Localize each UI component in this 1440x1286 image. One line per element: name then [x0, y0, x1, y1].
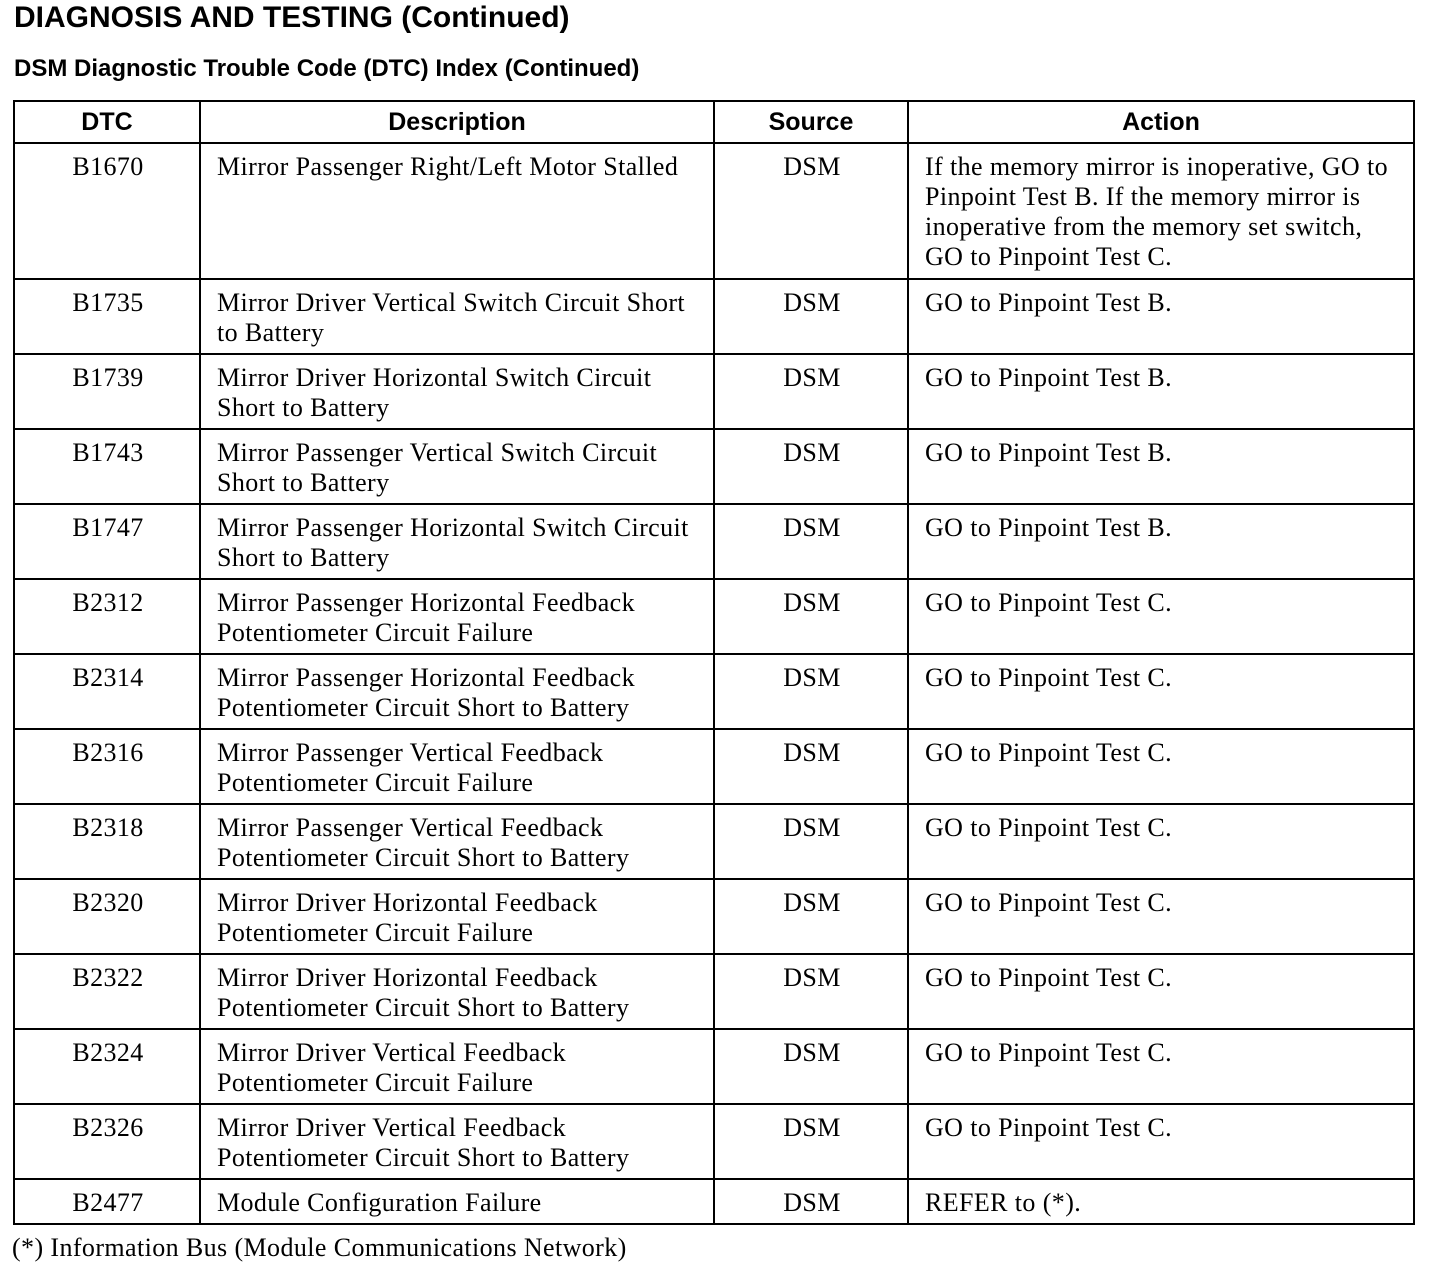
dtc-action: GO to Pinpoint Test B. — [908, 279, 1414, 354]
dtc-source: DSM — [714, 143, 908, 279]
table-row — [14, 954, 1414, 1029]
dtc-description: Mirror Driver Horizontal Feedback Potentiometer Circuit Failure — [200, 879, 714, 954]
dtc-action: GO to Pinpoint Test C. — [908, 954, 1414, 1029]
dtc-description: Mirror Passenger Vertical Feedback Potentiometer Circuit Short to Battery — [200, 804, 714, 879]
table-row — [14, 354, 1414, 429]
dtc-source: DSM — [714, 879, 908, 954]
dtc-action: GO to Pinpoint Test C. — [908, 729, 1414, 804]
dtc-code: B2318 — [14, 804, 200, 879]
dtc-description: Mirror Driver Vertical Feedback Potentiometer Circuit Failure — [200, 1029, 714, 1104]
dtc-description: Mirror Passenger Vertical Feedback Potentiometer Circuit Failure — [200, 729, 714, 804]
column-header-source: Source — [714, 101, 908, 143]
dtc-code: B2316 — [14, 729, 200, 804]
dtc-description: Mirror Passenger Horizontal Feedback Potentiometer Circuit Short to Battery — [200, 654, 714, 729]
dtc-action: GO to Pinpoint Test C. — [908, 879, 1414, 954]
table-row — [14, 879, 1414, 954]
dtc-code: B2322 — [14, 954, 200, 1029]
dtc-description: Mirror Passenger Right/Left Motor Stalled — [200, 143, 714, 279]
table-row — [14, 729, 1414, 804]
dtc-code: B1735 — [14, 279, 200, 354]
dtc-source: DSM — [714, 504, 908, 579]
dtc-description: Mirror Driver Vertical Feedback Potentiometer Circuit Short to Battery — [200, 1104, 714, 1179]
column-header-action: Action — [908, 101, 1414, 143]
dtc-code: B2320 — [14, 879, 200, 954]
dtc-description: Mirror Driver Vertical Switch Circuit Short to Battery — [200, 279, 714, 354]
dtc-description: Mirror Passenger Horizontal Feedback Potentiometer Circuit Failure — [200, 579, 714, 654]
dtc-source: DSM — [714, 1104, 908, 1179]
dtc-code: B1747 — [14, 504, 200, 579]
table-row — [14, 504, 1414, 579]
dtc-description: Mirror Passenger Horizontal Switch Circuit Short to Battery — [200, 504, 714, 579]
column-header-dtc: DTC — [14, 101, 200, 143]
dtc-action: GO to Pinpoint Test B. — [908, 354, 1414, 429]
column-header-description: Description — [200, 101, 714, 143]
dtc-source: DSM — [714, 579, 908, 654]
dtc-action: GO to Pinpoint Test C. — [908, 804, 1414, 879]
dtc-source: DSM — [714, 1029, 908, 1104]
dtc-code: B1670 — [14, 143, 200, 279]
dtc-index-table — [13, 100, 1415, 1225]
dtc-action: GO to Pinpoint Test B. — [908, 504, 1414, 579]
table-row — [14, 654, 1414, 729]
dtc-code: B2324 — [14, 1029, 200, 1104]
dtc-description: Mirror Driver Horizontal Switch Circuit Short to Battery — [200, 354, 714, 429]
dtc-source: DSM — [714, 654, 908, 729]
dtc-description: Module Configuration Failure — [200, 1179, 714, 1224]
dtc-action: GO to Pinpoint Test C. — [908, 1104, 1414, 1179]
dtc-source: DSM — [714, 954, 908, 1029]
table-row — [14, 143, 1414, 279]
table-header-row — [14, 101, 1414, 143]
dtc-action: GO to Pinpoint Test C. — [908, 654, 1414, 729]
section-title: DSM Diagnostic Trouble Code (DTC) Index (Continued) — [14, 55, 640, 82]
table-row — [14, 279, 1414, 354]
dtc-code: B1743 — [14, 429, 200, 504]
table-row — [14, 429, 1414, 504]
dtc-code: B2326 — [14, 1104, 200, 1179]
table-row — [14, 1179, 1414, 1224]
dtc-source: DSM — [714, 729, 908, 804]
dtc-code: B1739 — [14, 354, 200, 429]
dtc-description: Mirror Passenger Vertical Switch Circuit Short to Battery — [200, 429, 714, 504]
dtc-code: B2477 — [14, 1179, 200, 1224]
dtc-action: If the memory mirror is inoperative, GO to Pinpoint Test B. If the memory mirror is inoperative from the memory set switch, GO to Pinpoint Test C. — [908, 143, 1414, 279]
dtc-action: GO to Pinpoint Test B. — [908, 429, 1414, 504]
dtc-source: DSM — [714, 1179, 908, 1224]
table-row — [14, 579, 1414, 654]
dtc-source: DSM — [714, 279, 908, 354]
table-row — [14, 804, 1414, 879]
dtc-source: DSM — [714, 804, 908, 879]
footnote: (*) Information Bus (Module Communications Network) — [12, 1233, 627, 1262]
table-row — [14, 1029, 1414, 1104]
dtc-action: REFER to (*). — [908, 1179, 1414, 1224]
dtc-action: GO to Pinpoint Test C. — [908, 1029, 1414, 1104]
dtc-source: DSM — [714, 429, 908, 504]
dtc-action: GO to Pinpoint Test C. — [908, 579, 1414, 654]
table-row — [14, 1104, 1414, 1179]
dtc-code: B2314 — [14, 654, 200, 729]
dtc-source: DSM — [714, 354, 908, 429]
dtc-description: Mirror Driver Horizontal Feedback Potentiometer Circuit Short to Battery — [200, 954, 714, 1029]
page-title: DIAGNOSIS AND TESTING (Continued) — [14, 1, 570, 34]
dtc-code: B2312 — [14, 579, 200, 654]
